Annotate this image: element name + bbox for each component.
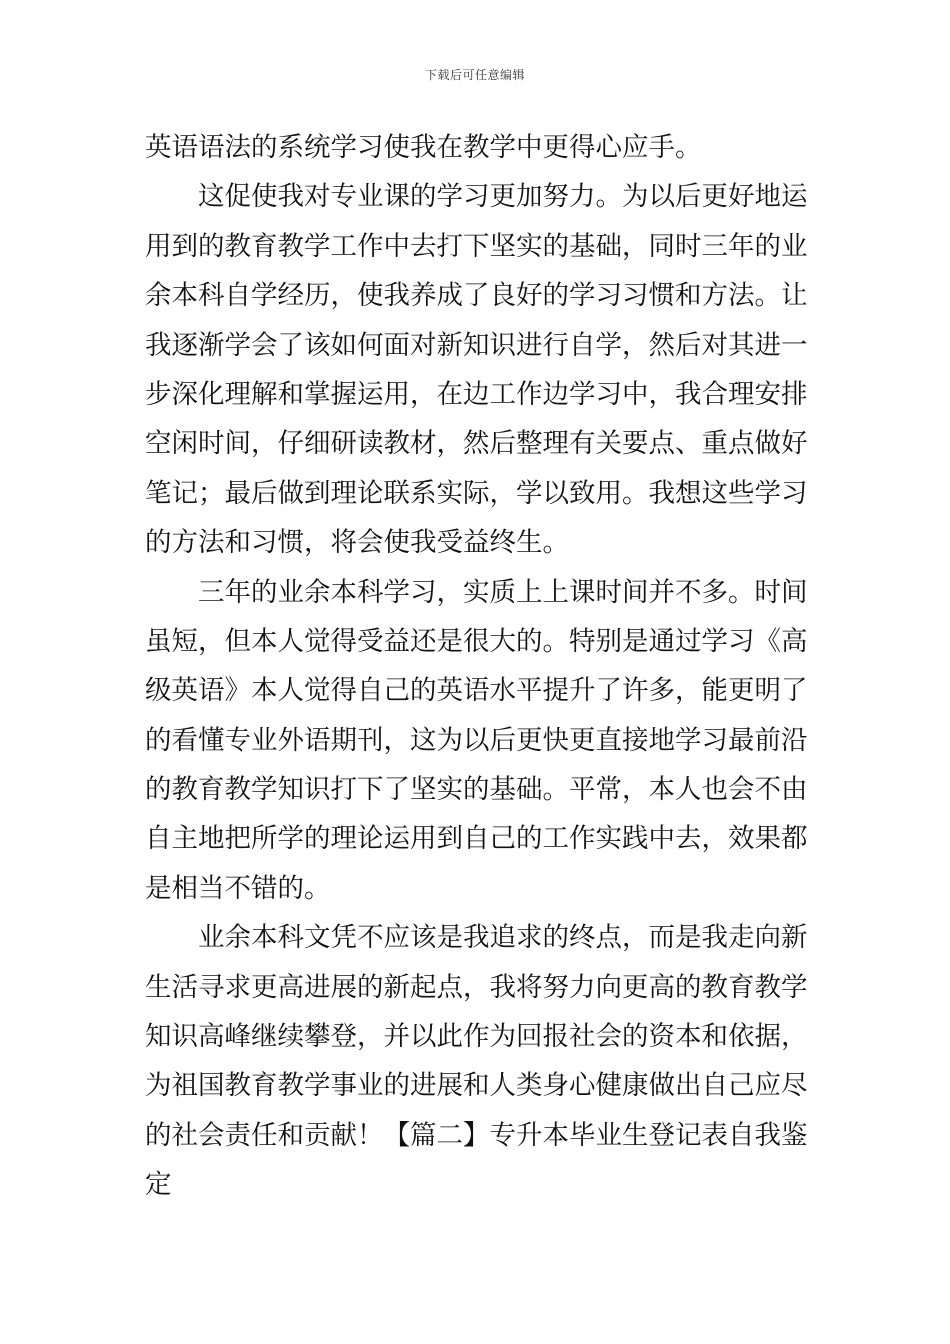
page-header: 下载后可任意编辑	[424, 68, 525, 82]
text-line: 是相当不错的。	[145, 872, 331, 904]
text-line: 虽短，但本人觉得受益还是很大的。特别是通过学习《高	[145, 625, 808, 657]
text-line: 步深化理解和掌握运用，在边工作边学习中，我合理安排	[145, 378, 808, 410]
text-line: 笔记；最后做到理论联系实际，学以致用。我想这些学习	[145, 477, 808, 509]
text-line: 的看懂专业外语期刊，这为以后更快更直接地学习最前沿	[145, 724, 808, 756]
text-line: 知识高峰继续攀登，并以此作为回报社会的资本和依据，	[145, 1021, 808, 1053]
text-line: 三年的业余本科学习，实质上上课时间并不多。时间	[198, 576, 808, 608]
text-line: 生活寻求更高进展的新起点，我将努力向更高的教育教学	[145, 971, 808, 1003]
text-line: 级英语》本人觉得自己的英语水平提升了许多，能更明了	[145, 675, 808, 707]
text-line: 空闲时间，仔细研读教材，然后整理有关要点、重点做好	[145, 428, 808, 460]
text-line: 定	[145, 1169, 172, 1201]
text-line: 的教育教学知识打下了坚实的基础。平常，本人也会不由	[145, 774, 808, 806]
text-line: 余本科自学经历，使我养成了良好的学习习惯和方法。让	[145, 280, 808, 312]
text-line: 业余本科文凭不应该是我追求的终点，而是我走向新	[198, 922, 808, 954]
document-body	[145, 123, 807, 1210]
text-line: 的方法和习惯，将会使我受益终生。	[145, 527, 569, 559]
text-line: 为祖国教育教学事业的进展和人类身心健康做出自己应尽	[145, 1070, 808, 1102]
text-line: 用到的教育教学工作中去打下坚实的基础，同时三年的业	[145, 230, 808, 262]
text-line: 自主地把所学的理论运用到自己的工作实践中去，效果都	[145, 823, 808, 855]
text-line: 的社会责任和贡献！【篇二】专升本毕业生登记表自我鉴	[145, 1119, 808, 1151]
text-line: 英语语法的系统学习使我在教学中更得心应手。	[145, 132, 702, 163]
text-line: 这促使我对专业课的学习更加努力。为以后更好地运	[198, 181, 808, 213]
text-line: 我逐渐学会了该如何面对新知识进行自学，然后对其进一	[145, 329, 808, 361]
